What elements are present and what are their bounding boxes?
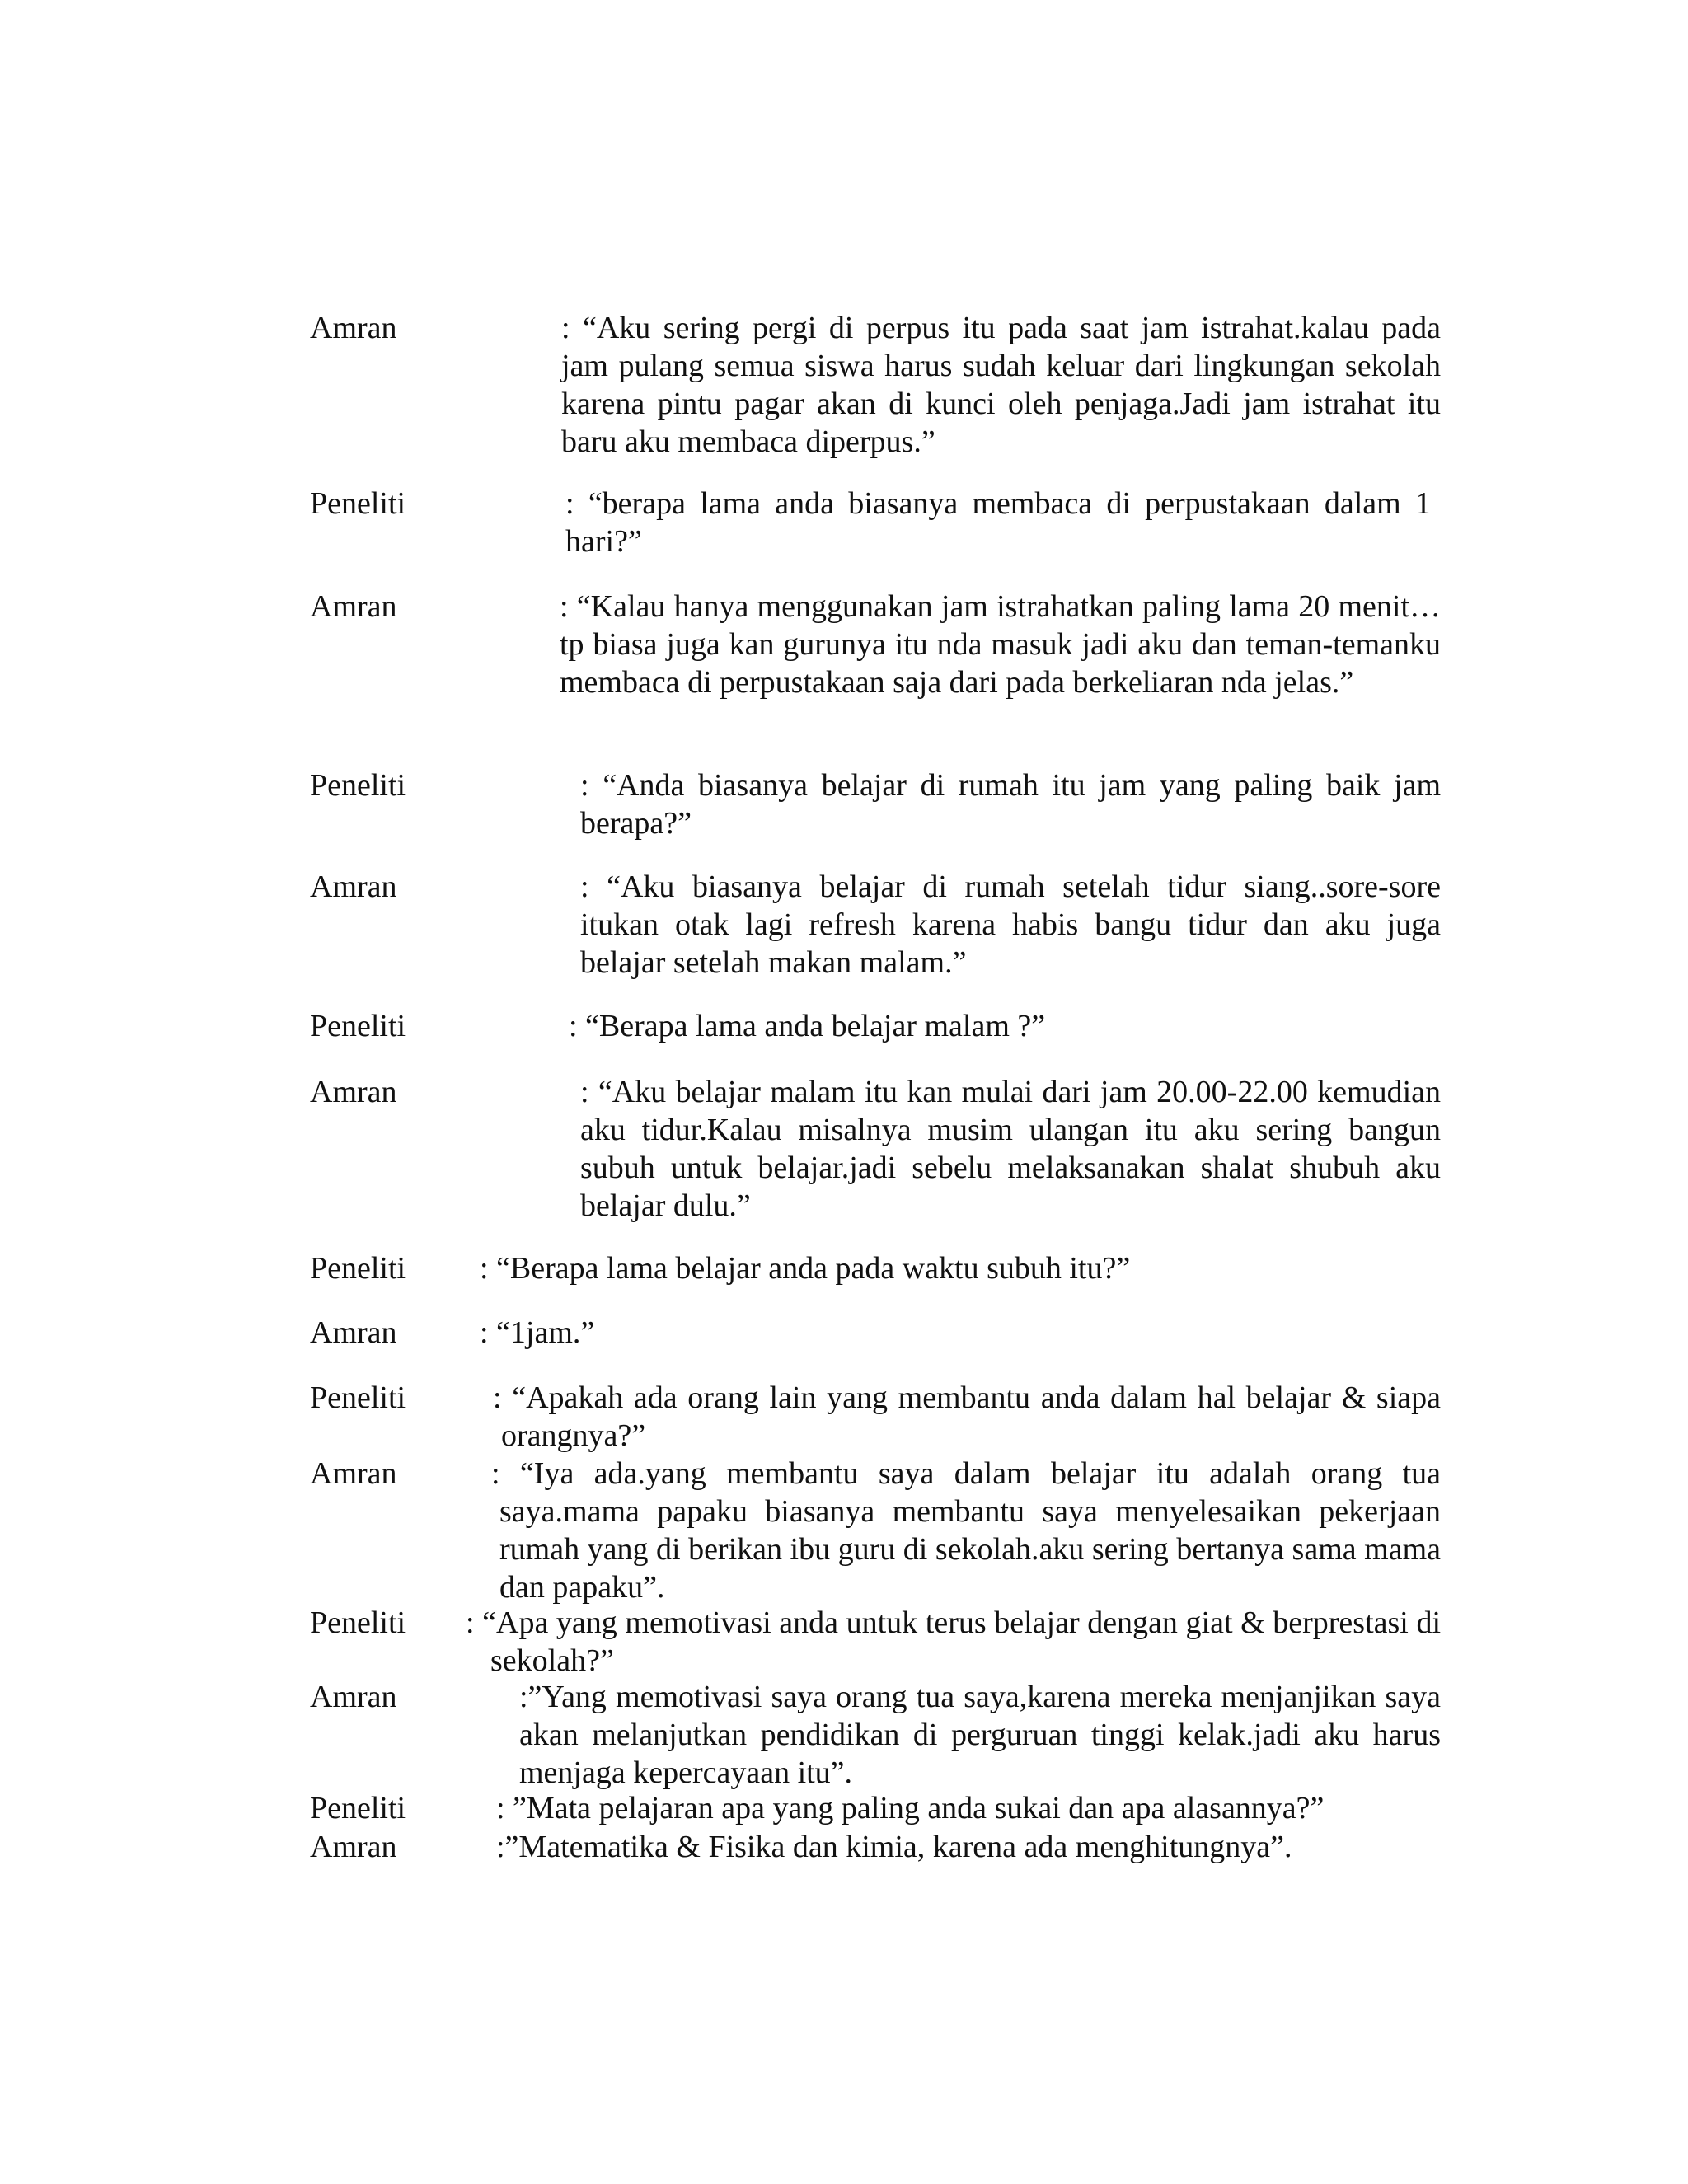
utterance-text: : “Anda biasanya belajar di rumah itu jam yang paling baik jam berapa?” xyxy=(580,768,1441,841)
speaker-name: Amran xyxy=(310,1830,397,1864)
utterance-text: : “1jam.” xyxy=(480,1315,595,1350)
utterance-text: : “Berapa lama belajar anda pada waktu subuh itu?” xyxy=(480,1251,1131,1286)
speaker-name: Peneliti xyxy=(310,1009,406,1043)
utterance-text: : “Aku biasanya belajar di rumah setelah tidur siang..sore-sore itukan otak lagi refresh karena habis bangu tidur dan aku juga belajar setelah makan malam.” xyxy=(580,869,1441,980)
utterance-text: : ”Mata pelajaran apa yang paling anda sukai dan apa alasannya?” xyxy=(496,1791,1325,1825)
utterance-text: : “Kalau hanya menggunakan jam istrahatkan paling lama 20 menit…tp biasa juga kan gurunya itu nda masuk jadi aku dan teman-temanku membaca di perpustakaan saja dari pada berkeliaran nda jelas.” xyxy=(560,589,1441,700)
utterance-text: :”Yang memotivasi saya orang tua saya,karena mereka menjanjikan saya akan melanjutkan pendidikan di perguruan tinggi kelak.jadi aku harus menjaga kepercayaan itu”. xyxy=(519,1680,1441,1790)
utterance-text: : “Aku sering pergi di perpus itu pada saat jam istrahat.kalau pada jam pulang semua siswa harus sudah keluar dari lingkungan sekolah karena pintu pagar akan di kunci oleh penjaga.Jadi jam istrahat itu baru aku membaca diperpus.” xyxy=(561,311,1441,459)
speaker-name: Amran xyxy=(310,1315,397,1350)
utterance-text: : “Apa yang memotivasi anda untuk terus belajar dengan giat & berprestasi di sekolah?” xyxy=(466,1605,1441,1678)
speaker-name: Amran xyxy=(310,1680,397,1714)
speaker-name: Amran xyxy=(310,869,397,904)
utterance-text: :”Matematika & Fisika dan kimia, karena ada menghitungnya”. xyxy=(496,1830,1292,1864)
utterance-text: : “Iya ada.yang membantu saya dalam belajar itu adalah orang tua saya.mama papaku biasanya membantu saya menyelesaikan pekerjaan rumah yang di berikan ibu guru di sekolah.aku sering bertanya sama mama dan papaku”. xyxy=(491,1456,1441,1605)
speaker-name: Amran xyxy=(310,311,397,345)
speaker-name: Peneliti xyxy=(310,1791,406,1825)
speaker-name: Amran xyxy=(310,589,397,624)
speaker-name: Peneliti xyxy=(310,486,406,521)
speaker-name: Amran xyxy=(310,1075,397,1109)
speaker-name: Peneliti xyxy=(310,1605,406,1640)
speaker-name: Peneliti xyxy=(310,1380,406,1415)
utterance-text: : “Aku belajar malam itu kan mulai dari jam 20.00-22.00 kemudian aku tidur.Kalau misalnya musim ulangan itu aku sering bangun subuh untuk belajar.jadi sebelu melaksanakan shalat shubuh aku belajar dulu.” xyxy=(580,1075,1441,1223)
utterance-text: : “Apakah ada orang lain yang membantu anda dalam hal belajar & siapa orangnya?” xyxy=(493,1380,1441,1453)
speaker-name: Amran xyxy=(310,1456,397,1491)
speaker-name: Peneliti xyxy=(310,1251,406,1286)
utterance-text: : “Berapa lama anda belajar malam ?” xyxy=(569,1009,1046,1043)
speaker-name: Peneliti xyxy=(310,768,406,803)
utterance-text: : “berapa lama anda biasanya membaca di perpustakaan dalam 1 hari?” xyxy=(565,486,1431,559)
